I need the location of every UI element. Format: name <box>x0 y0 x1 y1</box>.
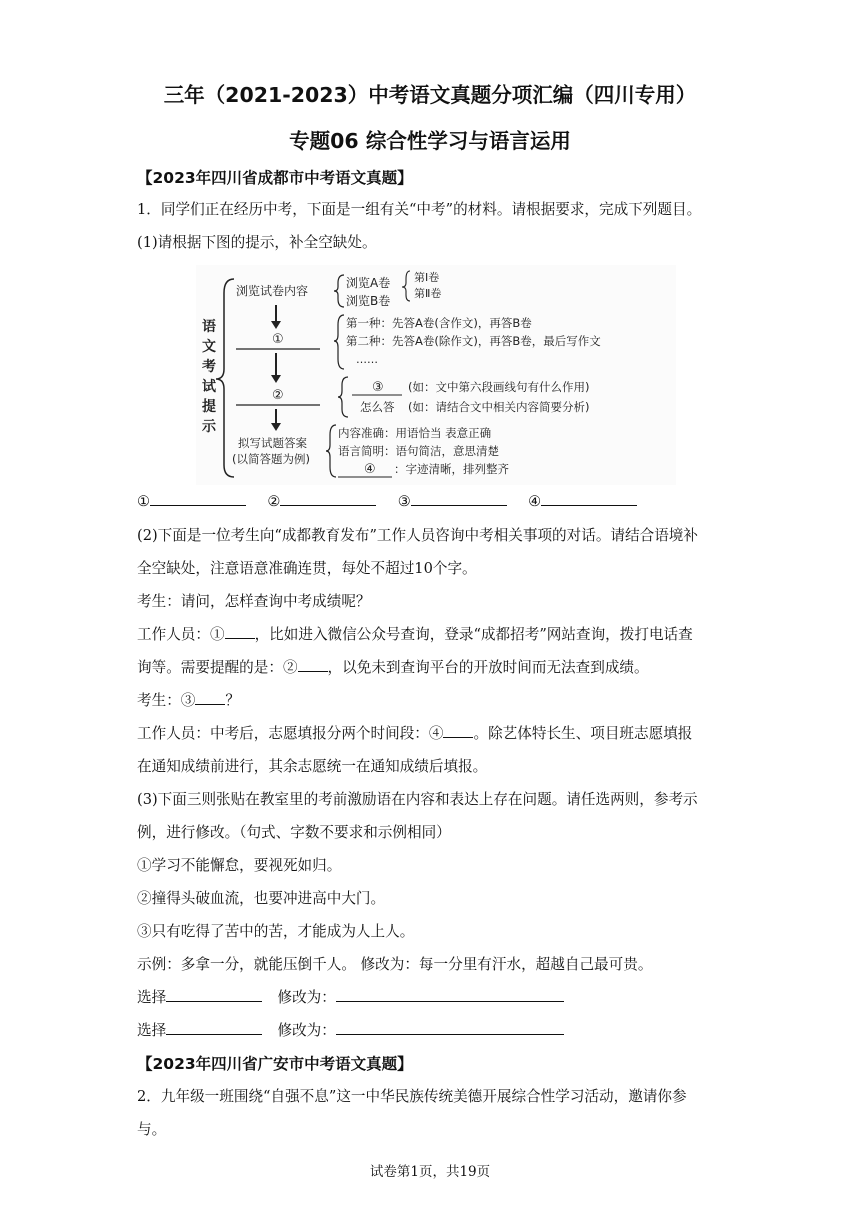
blank-label: ③ <box>397 493 411 510</box>
dialogue-line-3 <box>137 689 240 710</box>
answer-blank-4[interactable] <box>541 491 637 506</box>
dialogue-text: ？ <box>225 692 240 709</box>
example-line: 示例：多拿一分，就能压倒千人。 修改为：每一分里有汗水，超越自己最可贵。 <box>137 956 653 973</box>
dialogue-blank-4[interactable] <box>443 723 473 738</box>
modify-label: 修改为： <box>277 989 336 1006</box>
brace-4-item: ：字迹清晰，排列整齐 <box>394 462 509 476</box>
side-label-char: 提 <box>202 399 216 415</box>
modify-blank-1[interactable] <box>336 987 564 1002</box>
choose-label: 选择 <box>137 1022 167 1039</box>
brace-3-item: 怎么答 <box>360 400 395 414</box>
side-label-char: 考 <box>202 359 216 375</box>
slogan-3: ③只有吃得了苦中的苦，才能成为人上人。 <box>137 923 415 940</box>
brace-3-blank-num: ③ <box>372 380 384 395</box>
brace-4-blank-num: ④ <box>364 462 376 477</box>
slogan-1: ①学习不能懈怠，要视死如归。 <box>137 857 342 874</box>
dialogue-text: 询等。需要提醒的是：② <box>137 659 298 676</box>
dialogue-line-1: 考生：请问，怎样查询中考成绩呢？ <box>137 593 371 610</box>
question-2-line-1: 2．九年级一班围绕“自强不息”这一中华民族传统美德开展综合性学习活动，邀请你参 <box>137 1088 687 1105</box>
choose-label: 选择 <box>137 989 167 1006</box>
question-1-part-3-line-1: (3)下面三则张贴在教室里的考前激励语在内容和表达上存在问题。请任选两则，参考示 <box>137 791 698 808</box>
brace-2-item: 第一种：先答A卷(含作文)，再答B卷 <box>346 316 532 330</box>
dialogue-text: 工作人员：① <box>137 626 225 643</box>
choose-blank-1[interactable] <box>166 987 262 1002</box>
brace-2-item: …… <box>356 353 378 366</box>
blank-label: ② <box>267 493 281 510</box>
brace-2-item: 第二种：先答A卷(除作文)，再答B卷，最后写作文 <box>346 334 601 348</box>
dialogue-line-4-cont: 在通知成绩前进行，其余志愿统一在通知成绩后填报。 <box>137 758 488 775</box>
brace-1-sub: 第Ⅰ卷 <box>414 271 440 284</box>
dialogue-line-2 <box>137 623 693 644</box>
dialogue-text: ，比如进入微信公众号查询，登录“成都招考”网站查询，拨打电话查 <box>254 626 693 643</box>
question-1-part-1: (1)请根据下图的提示，补全空缺处。 <box>137 234 377 251</box>
side-label-char: 文 <box>202 339 216 355</box>
dialogue-blank-1[interactable] <box>225 624 255 639</box>
dialogue-text: ，以免未到查询平台的开放时间而无法查到成绩。 <box>327 659 649 676</box>
dialogue-blank-2[interactable] <box>298 657 328 672</box>
dialogue-blank-3[interactable] <box>195 690 225 705</box>
modify-label: 修改为： <box>277 1022 336 1039</box>
dialogue-line-4 <box>137 722 692 743</box>
step-2-blank: ① <box>272 332 284 347</box>
side-label-char: 示 <box>202 419 216 435</box>
brace-4-item: 内容准确：用语恰当 表意正确 <box>338 426 492 440</box>
document-subtitle: 专题06 综合性学习与语言运用 <box>289 129 571 153</box>
side-label-char: 试 <box>202 379 216 395</box>
question-1-intro: 1．同学们正在经历中考，下面是一组有关“中考”的材料。请根据要求，完成下列题目。 <box>137 201 702 218</box>
question-1-part-2-line-1: (2)下面是一位考生向“成都教育发布”工作人员咨询中考相关事项的对话。请结合语境补 <box>137 527 698 544</box>
step-1-label: 浏览试卷内容 <box>236 284 309 298</box>
choose-blank-2[interactable] <box>166 1020 262 1035</box>
blank-label: ④ <box>528 493 542 510</box>
answer-blank-1[interactable] <box>150 491 246 506</box>
document-title: 三年（2021-2023）中考语文真题分项汇编（四川专用） <box>163 83 697 107</box>
choose-row-1 <box>137 986 564 1007</box>
section-heading-chengdu: 【2023年四川省成都市中考语文真题】 <box>137 169 413 187</box>
dialogue-text: 。除艺体特长生、项目班志愿填报 <box>473 725 693 742</box>
answer-blank-3[interactable] <box>411 491 507 506</box>
brace-1-sub: 第Ⅱ卷 <box>414 287 442 300</box>
brace-3-item: (如：请结合文中相关内容简要分析) <box>408 400 590 414</box>
step-4-label: 拟写试题答案 <box>238 436 307 450</box>
question-1-part-3-line-2: 例，进行修改。（句式、字数不要求和示例相同） <box>137 824 451 841</box>
brace-3-item: (如：文中第六段画线句有什么作用) <box>408 380 590 394</box>
choose-row-2 <box>137 1019 564 1040</box>
page-footer: 试卷第1页，共19页 <box>369 1164 491 1180</box>
brace-4-item: 语言简明：语句简洁，意思清楚 <box>338 444 499 458</box>
exam-tips-diagram <box>196 265 676 485</box>
dialogue-text: 考生：③ <box>137 692 196 709</box>
answer-blanks-row <box>137 491 637 510</box>
answer-blank-2[interactable] <box>280 491 376 506</box>
question-1-part-2-line-2: 全空缺处，注意语意准确连贯，每处不超过10个字。 <box>137 560 477 577</box>
brace-1-item: 浏览B卷 <box>346 294 391 308</box>
slogan-2: ②撞得头破血流，也要冲进高中大门。 <box>137 890 386 907</box>
section-heading-guangan: 【2023年四川省广安市中考语文真题】 <box>137 1055 413 1073</box>
side-label-char: 语 <box>202 319 216 335</box>
step-4-label: (以简答题为例) <box>232 452 310 466</box>
dialogue-text: 工作人员：中考后，志愿填报分两个时间段：④ <box>137 725 444 742</box>
question-2-line-2: 与。 <box>137 1121 167 1138</box>
dialogue-line-2-cont <box>137 656 649 677</box>
modify-blank-2[interactable] <box>336 1020 564 1035</box>
blank-label: ① <box>137 493 151 510</box>
brace-1-item: 浏览A卷 <box>346 276 391 290</box>
step-3-blank: ② <box>272 388 284 403</box>
